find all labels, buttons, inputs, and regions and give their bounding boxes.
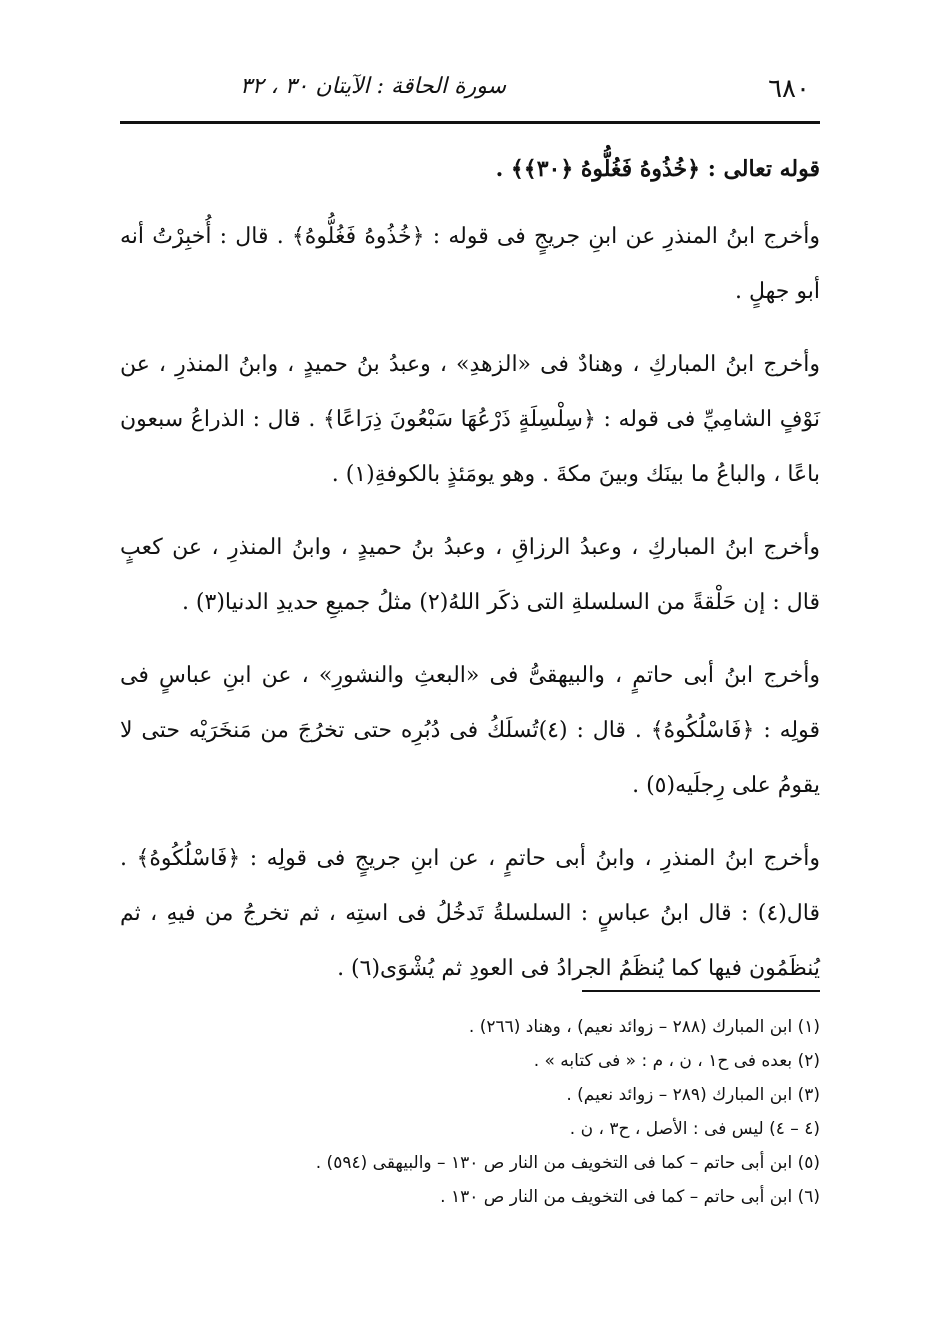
footnote: (٥) ابن أبى حاتم – كما فى التخويف من النار ص ١٣٠ – والبيهقى (٥٩٤) . (315, 1153, 820, 1173)
footnote: (٦) ابن أبى حاتم – كما فى التخويف من النار ص ١٣٠ . (440, 1187, 820, 1207)
footnotes (120, 1010, 820, 1214)
verse-heading: قوله تعالى : ﴿خُذُوهُ فَغُلُّوهُ ﴿٣٠﴾﴾ . (495, 156, 820, 182)
paragraph: وأخرج ابنُ المنذرِ ، وابنُ أبى حاتمٍ ، عن ابنِ جريجٍ فى قولِه : ﴿فَاسْلُكُوهُ﴾ . قال(٤) : قال ابنُ عباسٍ : السلسلةُ تَدخُلُ فى استِه ، ثم تخرجُ من فيهِ ، ثم يُنظَمُون فيها كما يُنظَمُ الجرادُ فى العودِ ثم يُشْوَى(٦) . (120, 846, 820, 981)
page-number: ٦٨٠ (768, 74, 810, 104)
paragraph: وأخرج ابنُ المباركِ ، وعبدُ الرزاقِ ، وعبدُ بنُ حميدٍ ، وابنُ المنذرِ ، عن كعبٍ قال : إن حَلْقةً من السلسلةِ التى ذكَر اللهُ(٢) مثلُ جميعِ حديدِ الدنيا(٣) . (120, 535, 820, 615)
page-header (120, 58, 820, 120)
paragraph: وأخرج ابنُ المنذرِ عن ابنِ جريجٍ فى قوله : ﴿خُذُوهُ فَغُلُّوهُ﴾ . قال : أُخبِرْتُ أنه أبو جهلٍ . (120, 224, 820, 304)
footnote: (٢) بعده فى ح١ ، ن ، م : « فى كتابه » . (533, 1051, 820, 1071)
running-head: سورة الحاقة : الآيتان ٣٠ ، ٣٢ (240, 74, 507, 99)
header-divider (120, 121, 820, 124)
footnote: (٤ – ٤) ليس فى : الأصل ، ح٣ ، ن . (569, 1119, 820, 1139)
paragraph: وأخرج ابنُ المباركِ ، وهنادٌ فى «الزهدِ» ، وعبدُ بنُ حميدٍ ، وابنُ المنذرِ ، عن نَوْفٍ الشامِيِّ فى قوله : ﴿سِلْسِلَةٍ ذَرْعُهَا سَبْعُونَ ذِرَاعًا﴾ . قال : الذراعُ سبعون باعًا ، والباعُ ما بينَك وبينَ مكةَ . وهو يومَئذٍ بالكوفةِ(١) . (120, 352, 820, 487)
main-text (120, 142, 820, 1014)
footnote-divider (582, 990, 820, 992)
footnote: (٣) ابن المبارك (٢٨٩ – زوائد نعيم) . (566, 1085, 820, 1105)
footnote: (١) ابن المبارك (٢٨٨ – زوائد نعيم) ، وهناد (٢٦٦) . (468, 1017, 820, 1037)
paragraph: وأخرج ابنُ أبى حاتمٍ ، والبيهقىُّ فى «البعثِ والنشورِ» ، عن ابنِ عباسٍ فى قولِه : ﴿فَاسْلُكُوهُ﴾ . قال : (٤)تُسلَكُ فى دُبُرِه حتى تخرُجَ من مَنخَرَيْه حتى لا يقومُ على رِجلَيه(٥) . (120, 663, 820, 798)
